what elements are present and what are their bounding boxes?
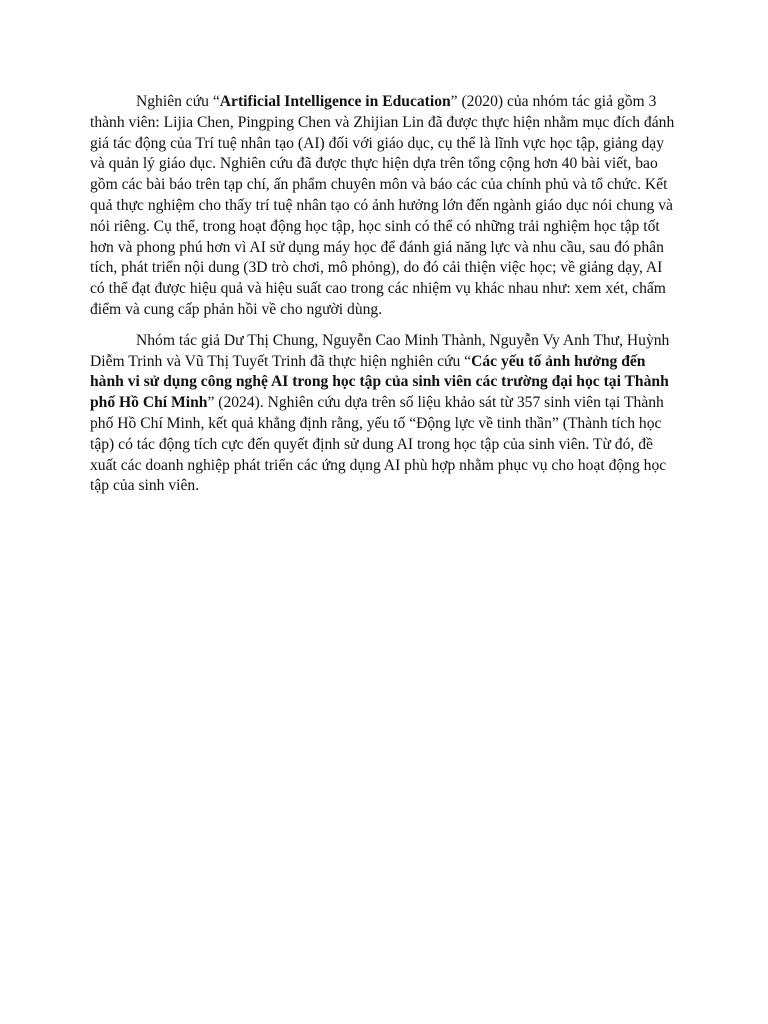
paragraph-chung-2024	[90, 331, 678, 497]
document-body	[90, 92, 678, 507]
paragraph-1-body: ” (2020) của nhóm tác giả gồm 3 thành viên: Lijia Chen, Pingping Chen và Zhijian Lin đã được thực hiện nhằm mục đích đánh giá tác động của Trí tuệ nhân tạo (AI) đối với giáo dục, cụ thể là lĩnh vực học tập, giảng dạy và quản lý giáo dục. Nghiên cứu đã được thực hiện dựa trên tổng cộng hơn 40 bài viết, bao gồm các bài báo trên tạp chí, ấn phẩm chuyên môn và báo các của chính phủ và tổ chức. Kết quả thực nghiệm cho thấy trí tuệ nhân tạo có ảnh hưởng lớn đến ngành giáo dục nói chung và nói riêng. Cụ thể, trong hoạt động học tập, học sinh có thể có những trải nghiệm học tập tốt hơn và phong phú hơn vì AI sử dụng máy học để đánh giá năng lực và nhu cầu, sau đó phân tích, phát triển nội dung (3D trò chơi, mô phỏng), do đó cải thiện việc học; về giảng dạy, AI có thể đạt được hiệu quả và hiệu suất cao trong các nhiệm vụ khác nhau như: xem xét, chấm điểm và cung cấp phản hồi về cho người dùng.	[90, 93, 675, 318]
paragraph-2-body: ” (2024). Nghiên cứu dựa trên số liệu khảo sát từ 357 sinh viên tại Thành phố Hồ Chí Minh, kết quả khẳng định rằng, yếu tố “Động lực về tinh thần” (Thành tích học tập) có tác động tích cực đến quyết định sử dung AI trong học tập của sinh viên. Từ đó, đề xuất các doanh nghiệp phát triển các ứng dụng AI phù hợp nhằm phục vụ cho hoạt động học tập của sinh viên.	[90, 394, 667, 495]
study-title-ai-in-education: Artificial Intelligence in Education	[219, 93, 451, 110]
paragraph-chen-2020	[90, 92, 678, 321]
paragraph-1-intro: Nghiên cứu “	[136, 93, 220, 110]
paragraph-2-intro: Nhóm tác giả Dư Thị Chung, Nguyễn Cao Minh Thành, Nguyễn Vy Anh Thư, Huỳnh Diễm Trinh và Vũ Thị Tuyết Trinh đã thực hiện nghiên cứu “	[90, 331, 670, 370]
study-title-ai-usage-factors: Các yếu tố ảnh hưởng đến hành vi sử dụng công nghệ AI trong học tập của sinh viên các trường đại học tại Thành phố Hồ Chí Minh	[90, 352, 669, 412]
